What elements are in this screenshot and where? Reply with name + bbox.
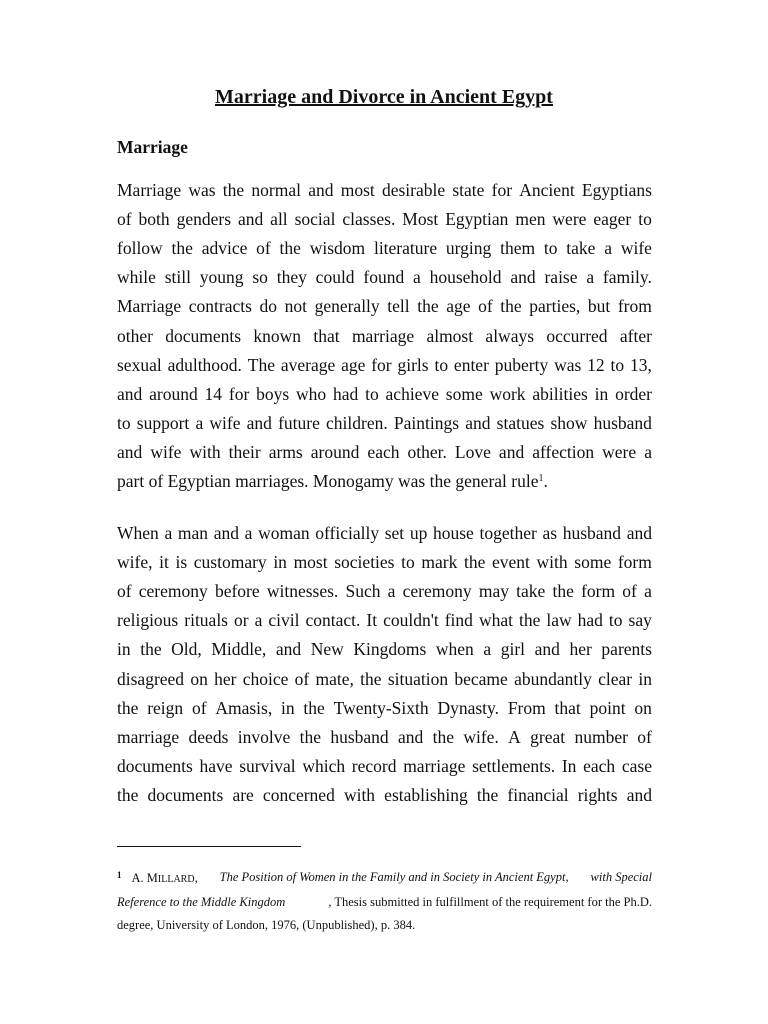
word: occurred xyxy=(546,325,608,346)
word: the xyxy=(463,552,486,573)
word: to xyxy=(365,383,379,404)
word: house xyxy=(433,523,474,543)
word: take xyxy=(566,238,596,259)
word: statues xyxy=(496,412,545,433)
word: had xyxy=(332,383,359,404)
word: officially xyxy=(315,523,380,543)
word: of xyxy=(637,726,652,747)
word: a xyxy=(413,267,421,288)
word: tell xyxy=(387,296,410,317)
word: Such xyxy=(345,581,381,602)
word: with xyxy=(343,784,376,805)
word: both xyxy=(138,209,170,230)
word: they xyxy=(276,267,307,288)
word: still xyxy=(164,267,191,288)
word: witnesses. xyxy=(266,581,339,602)
text-line xyxy=(117,756,652,777)
word: is xyxy=(175,552,188,573)
word: before xyxy=(214,581,260,602)
word: the xyxy=(303,697,325,718)
footnote-line-1 xyxy=(117,870,652,886)
word: her xyxy=(214,668,237,689)
word: the xyxy=(117,697,139,718)
text-line xyxy=(117,384,652,405)
word: in xyxy=(638,668,652,689)
word: to xyxy=(543,238,558,259)
word: the xyxy=(518,610,541,631)
word: great xyxy=(530,726,566,747)
word: are xyxy=(232,784,254,805)
word: take xyxy=(516,581,546,602)
word: the xyxy=(222,180,245,200)
word: her xyxy=(569,639,592,660)
word: adulthood. xyxy=(167,354,242,375)
word: household xyxy=(429,267,502,288)
word: husband xyxy=(593,412,652,433)
word: to xyxy=(638,209,652,230)
word: a xyxy=(195,412,204,433)
word: girl xyxy=(500,639,526,660)
word: for xyxy=(371,354,392,375)
word: point xyxy=(589,697,626,718)
word: order xyxy=(615,383,652,404)
word: some xyxy=(574,552,612,573)
word: almost xyxy=(426,325,474,346)
word: children. xyxy=(326,412,388,433)
word: to xyxy=(608,610,623,631)
word: eager xyxy=(593,209,632,230)
word: family. xyxy=(602,267,652,288)
word: ceremony xyxy=(138,581,208,602)
section-heading: Marriage xyxy=(117,137,188,157)
word: around xyxy=(310,441,360,462)
word: most xyxy=(293,552,328,573)
word: disagreed xyxy=(117,668,185,689)
footnote-entry-start xyxy=(117,870,198,886)
word: Monogamy xyxy=(312,471,394,491)
word: arms xyxy=(268,441,303,462)
word: on xyxy=(634,697,652,718)
word: Egyptian xyxy=(167,471,231,491)
word: and xyxy=(117,383,143,404)
word: desirable xyxy=(381,180,446,200)
word: as xyxy=(542,523,558,543)
word: of xyxy=(117,581,132,602)
word: the xyxy=(417,296,439,317)
word: from xyxy=(617,296,652,317)
word: a xyxy=(244,523,253,543)
word: to xyxy=(401,552,415,573)
word: and xyxy=(237,209,264,230)
word: settlements. xyxy=(472,755,556,776)
word: Old, xyxy=(171,639,202,660)
word: most xyxy=(340,180,375,200)
word: of xyxy=(622,581,637,602)
word: and xyxy=(246,412,272,433)
word: each xyxy=(583,755,616,776)
word: civil xyxy=(268,610,300,631)
word: It xyxy=(366,610,378,631)
word: wisdom xyxy=(309,238,366,259)
word: Marriage xyxy=(117,180,182,200)
word: documents xyxy=(165,325,242,346)
word: parties, xyxy=(529,296,581,317)
word: known xyxy=(253,325,302,346)
word: a xyxy=(586,267,595,288)
word: Twenty-Sixth xyxy=(333,697,429,718)
word: The xyxy=(247,354,275,375)
word: rule$^1$. xyxy=(511,471,548,491)
word: wife xyxy=(620,238,652,259)
word: a xyxy=(254,610,263,631)
word: general xyxy=(455,471,507,491)
word: ceremony xyxy=(402,581,472,602)
word: the xyxy=(476,784,499,805)
footnote-author-rest: ILLARD xyxy=(157,874,195,885)
word: to xyxy=(434,354,449,375)
footnote-line2-rest: , Thesis submitted in fulfillment of the requirement for the Ph.D. xyxy=(328,895,652,909)
word: found xyxy=(363,267,405,288)
word: Amasis, xyxy=(215,697,273,718)
word: on xyxy=(190,668,208,689)
word: future xyxy=(278,412,320,433)
word: form xyxy=(617,552,652,573)
word: age xyxy=(446,296,471,317)
word: raise xyxy=(544,267,578,288)
word: enter xyxy=(453,354,489,375)
text-line xyxy=(117,727,652,748)
word: and xyxy=(534,639,560,660)
word: could xyxy=(315,267,355,288)
word: classes. xyxy=(342,209,396,230)
word: documents xyxy=(147,784,224,805)
word: the xyxy=(360,668,382,689)
word: not xyxy=(284,296,307,317)
word: mate, xyxy=(315,668,354,689)
word: of xyxy=(256,238,271,259)
word: set xyxy=(384,523,405,543)
footnote-title-part2: with Special xyxy=(590,870,652,884)
word: and xyxy=(397,726,424,747)
word: survival xyxy=(239,755,296,776)
word: a xyxy=(644,581,652,602)
word: that xyxy=(313,325,340,346)
word: which xyxy=(302,755,346,776)
word: after xyxy=(619,325,652,346)
word: of xyxy=(117,209,132,230)
word: number xyxy=(574,726,628,747)
word: their xyxy=(228,441,261,462)
word: husband xyxy=(330,726,389,747)
word: of xyxy=(191,697,207,718)
word: Kingdoms xyxy=(353,639,427,660)
word: what xyxy=(478,610,513,631)
word: for xyxy=(491,180,513,200)
word: A xyxy=(508,726,521,747)
word: the xyxy=(432,726,454,747)
text-line xyxy=(117,413,652,434)
word: deeds xyxy=(188,726,229,747)
word: wife, xyxy=(117,552,153,573)
word: a xyxy=(644,441,652,462)
text-line xyxy=(117,209,652,230)
word: choice xyxy=(242,668,289,689)
word: woman xyxy=(258,523,310,543)
word: were xyxy=(552,209,587,230)
footnote-divider xyxy=(117,846,301,847)
word: find xyxy=(444,610,473,631)
word: customary xyxy=(193,552,267,573)
word: 14 xyxy=(204,383,223,404)
word: work xyxy=(489,383,526,404)
word: abilities xyxy=(532,383,588,404)
word: some xyxy=(445,383,483,404)
word: in xyxy=(281,697,295,718)
word: establishing xyxy=(384,784,468,805)
word: up xyxy=(409,523,428,543)
text-line xyxy=(117,639,652,660)
word: law xyxy=(546,610,572,631)
word: a xyxy=(483,639,492,660)
footnote-reference[interactable]: 1 xyxy=(538,473,544,484)
word: was xyxy=(398,471,426,491)
word: marriage xyxy=(403,755,466,776)
word: had xyxy=(577,610,603,631)
word: of xyxy=(478,296,493,317)
word: Egyptians xyxy=(581,180,652,200)
text-line xyxy=(117,442,652,463)
footnote-line-3: degree, University of London, 1976, (Unpublished), p. 384. xyxy=(117,918,416,932)
word: for xyxy=(228,383,250,404)
word: concerned xyxy=(262,784,335,805)
word: literature xyxy=(373,238,438,259)
word: other xyxy=(117,325,153,346)
word: say xyxy=(628,610,652,631)
word: so xyxy=(252,267,268,288)
word: Ancient xyxy=(519,180,575,200)
word: achieve xyxy=(385,383,439,404)
word: advice xyxy=(201,238,248,259)
word: a xyxy=(387,581,396,602)
word: Love xyxy=(454,441,491,462)
word: other. xyxy=(407,441,447,462)
text-line xyxy=(117,523,652,544)
word: man xyxy=(177,523,209,543)
text-line xyxy=(117,238,652,259)
word: urging xyxy=(445,238,492,259)
footnote-separator: , xyxy=(194,871,198,885)
word: Marriage xyxy=(117,296,182,317)
word: together xyxy=(479,523,537,543)
word: and xyxy=(498,441,525,462)
word: all xyxy=(270,209,288,230)
word: reign xyxy=(147,697,184,718)
word: contracts xyxy=(188,296,252,317)
word: average xyxy=(280,354,336,375)
word: social xyxy=(294,209,336,230)
word: have xyxy=(199,755,233,776)
word: a xyxy=(164,523,173,543)
word: girls xyxy=(397,354,429,375)
word: and xyxy=(308,180,334,200)
word: wife xyxy=(209,412,241,433)
word: Middle, xyxy=(211,639,267,660)
word: boys xyxy=(256,383,290,404)
word: event xyxy=(491,552,530,573)
word: may xyxy=(478,581,509,602)
word: follow xyxy=(117,238,163,259)
text-line xyxy=(117,471,652,492)
word: record xyxy=(351,755,397,776)
word: and xyxy=(275,639,302,660)
word: normal xyxy=(251,180,301,200)
word: societies xyxy=(334,552,395,573)
footnote-title-part1: The Position of Women in the Family and in Society in Ancient Egypt, xyxy=(219,870,569,884)
word: clear xyxy=(598,668,633,689)
footnote-author-initial: A. M xyxy=(131,871,158,885)
word: situation xyxy=(387,668,449,689)
text-line xyxy=(117,669,652,690)
text-line xyxy=(117,581,652,602)
text-line xyxy=(117,296,652,317)
word: state xyxy=(452,180,485,200)
word: In xyxy=(561,755,577,776)
word: do xyxy=(259,296,277,317)
word: always xyxy=(485,325,535,346)
word: form xyxy=(581,581,616,602)
word: Egyptian xyxy=(445,209,509,230)
sentence-end: . xyxy=(543,471,548,491)
word: contact. xyxy=(305,610,361,631)
word: of xyxy=(148,471,164,491)
word: and xyxy=(117,441,143,462)
word: religious xyxy=(117,610,179,631)
text-line xyxy=(117,698,652,719)
word: each xyxy=(367,441,400,462)
word: marriage xyxy=(351,325,415,346)
word: and xyxy=(213,523,239,543)
word: genders xyxy=(176,209,232,230)
footnote-line-2 xyxy=(117,895,652,910)
word: them xyxy=(500,238,536,259)
word: abundantly xyxy=(514,668,592,689)
word: with xyxy=(536,552,568,573)
word: Paintings xyxy=(393,412,460,433)
text-line xyxy=(117,610,652,631)
text-line xyxy=(117,785,652,806)
word: and xyxy=(465,412,491,433)
word: sexual xyxy=(117,354,162,375)
word: in xyxy=(594,383,609,404)
word: the xyxy=(279,238,301,259)
word: that xyxy=(554,697,581,718)
word: affection xyxy=(532,441,595,462)
text-line xyxy=(117,180,652,201)
text-line xyxy=(117,552,652,573)
word: of xyxy=(294,668,310,689)
word: wife xyxy=(150,441,182,462)
word: parents xyxy=(601,639,652,660)
word: and xyxy=(626,784,652,805)
word: case xyxy=(621,755,652,776)
word: support xyxy=(136,412,190,433)
word: Most xyxy=(402,209,439,230)
word: and xyxy=(626,523,652,543)
word: mark xyxy=(421,552,458,573)
document-title: Marriage and Divorce in Ancient Egypt xyxy=(215,86,553,108)
word: rituals xyxy=(184,610,228,631)
word: When xyxy=(117,523,159,543)
word: generally xyxy=(314,296,380,317)
word: documents xyxy=(117,755,193,776)
word: who xyxy=(296,383,327,404)
word: with xyxy=(189,441,221,462)
word: it xyxy=(159,552,169,573)
word: around xyxy=(149,383,198,404)
word: and xyxy=(510,267,536,288)
word: part xyxy=(117,471,145,491)
word: puberty xyxy=(494,354,549,375)
word: in xyxy=(273,552,287,573)
word: involve xyxy=(237,726,291,747)
word: became xyxy=(454,668,508,689)
word: wife. xyxy=(463,726,499,747)
text-line xyxy=(117,355,652,376)
word: the xyxy=(117,784,139,805)
word: financial xyxy=(507,784,569,805)
word: marriage xyxy=(117,726,180,747)
word: when xyxy=(435,639,474,660)
word: or xyxy=(234,610,249,631)
footnote-title-part3: Reference to the Middle Kingdom xyxy=(117,895,286,909)
word: husband xyxy=(562,523,622,543)
word: the xyxy=(299,726,321,747)
word: age xyxy=(341,354,366,375)
word: the xyxy=(171,238,193,259)
word: Dynasty. xyxy=(437,697,500,718)
word: were xyxy=(602,441,637,462)
text-line xyxy=(117,267,652,288)
word: rights xyxy=(577,784,618,805)
word: the xyxy=(140,639,162,660)
word: to xyxy=(610,354,625,375)
word: young xyxy=(199,267,244,288)
footnote-mark: 1 xyxy=(117,870,122,880)
word: New xyxy=(310,639,344,660)
word: the xyxy=(500,296,522,317)
word: in xyxy=(117,639,131,660)
word: men xyxy=(515,209,546,230)
word: 13, xyxy=(629,354,652,375)
word: while xyxy=(117,267,156,288)
word: the xyxy=(429,471,452,491)
word: was xyxy=(554,354,582,375)
word: but xyxy=(587,296,611,317)
word: a xyxy=(604,238,613,259)
word: to xyxy=(117,412,131,433)
text-line xyxy=(117,326,652,347)
word: 12 xyxy=(587,354,605,375)
word: the xyxy=(552,581,574,602)
word: show xyxy=(550,412,588,433)
word: From xyxy=(507,697,546,718)
word: couldn't xyxy=(383,610,439,631)
word: marriages. xyxy=(235,471,309,491)
word: was xyxy=(188,180,216,200)
